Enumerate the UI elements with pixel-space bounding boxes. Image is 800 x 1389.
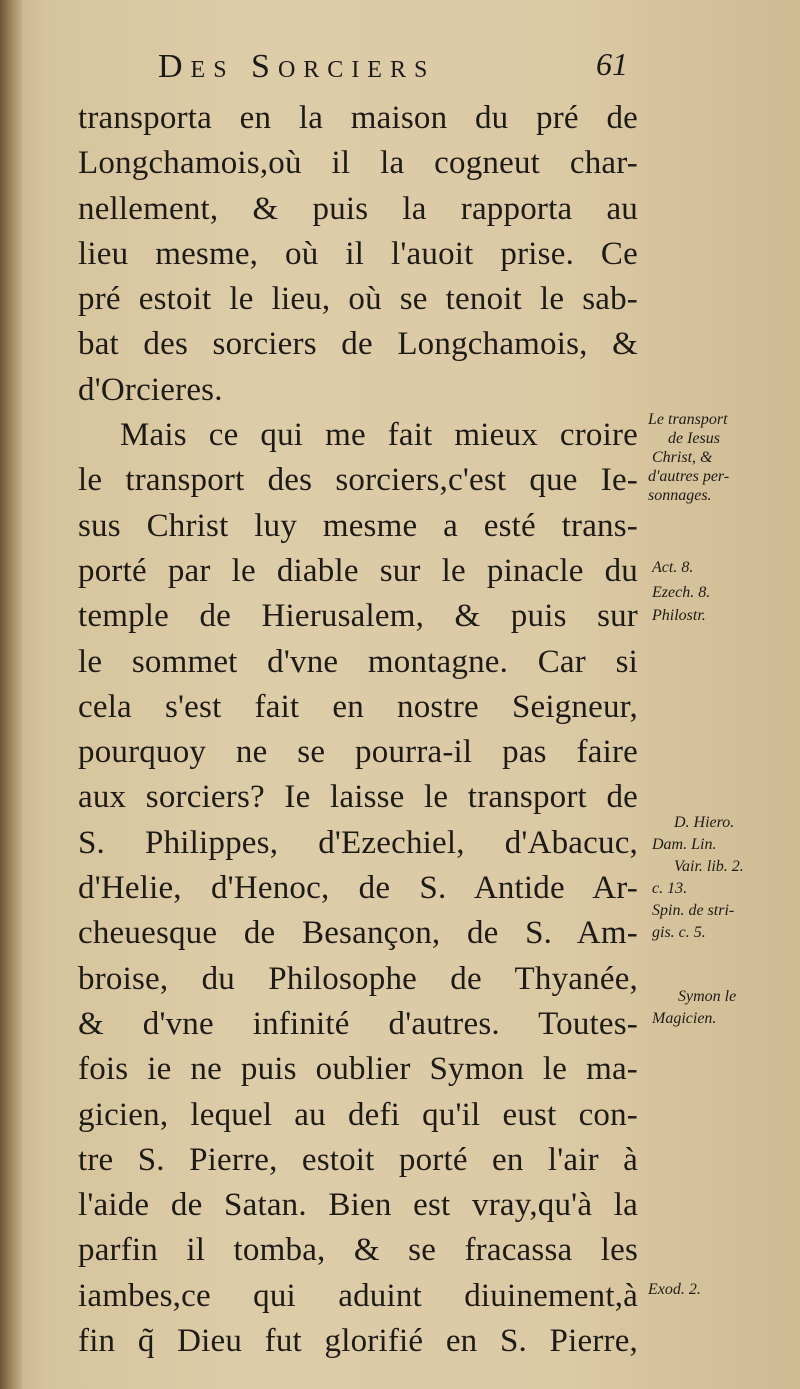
text-line: cheuesque de Besançon, de S. Am- [78, 915, 638, 952]
text-line: nellement, & puis la rapporta au [78, 190, 638, 227]
marginal-note-transport [648, 410, 729, 505]
text-line: & d'vne infinité d'autres. Toutes- [78, 1005, 638, 1042]
marginal-note-exodus [648, 1280, 701, 1299]
marginal-line: Symon le [678, 988, 737, 1005]
text-line: parfin il tomba, & se fracassa les [78, 1232, 638, 1269]
text-line: aux sorciers? Ie laisse le transport de [78, 779, 638, 816]
marginal-line: Le transport [648, 411, 728, 428]
text-line: cela s'est fait en nostre Seigneur, [78, 688, 638, 725]
binding-gutter [0, 0, 22, 1389]
text-line: pré estoit le lieu, où se tenoit le sab- [78, 281, 638, 318]
main-text-block [78, 96, 638, 1364]
text-line: Mais ce qui me fait mieux croire [120, 417, 638, 454]
text-line: sus Christ luy mesme a esté trans- [78, 507, 638, 544]
text-line: d'Orcieres. [78, 371, 223, 408]
text-line: pourquoy ne se pourra-il pas faire [78, 734, 638, 771]
text-line: d'Helie, d'Henoc, de S. Antide Ar- [78, 870, 638, 907]
marginal-note-simon [652, 986, 736, 1030]
marginal-line: gis. c. 5. [652, 924, 706, 941]
marginal-line: Philostr. [652, 607, 706, 624]
marginal-line: Ezech. 8. [652, 584, 711, 601]
marginal-line: D. Hiero. [674, 814, 735, 831]
text-line: porté par le diable sur le pinacle du [78, 552, 638, 589]
text-line: tre S. Pierre, estoit porté en l'air à [78, 1141, 638, 1178]
page-number: 61 [596, 46, 628, 82]
text-line: transporta en la maison du pré de [78, 100, 638, 136]
marginal-line: Exod. 2. [648, 1281, 701, 1298]
text-line: Longchamois,où il la cogneut char- [78, 145, 638, 182]
text-line: temple de Hierusalem, & puis sur [78, 598, 638, 635]
marginal-line: sonnages. [648, 487, 712, 504]
text-line: fin q̃ Dieu fut glorifié en S. Pierre, [78, 1323, 638, 1360]
text-line: bat des sorciers de Longchamois, & [78, 326, 638, 363]
marginal-line: Dam. Lin. [652, 836, 717, 853]
text-line: gicien, lequel au defi qu'il eust con- [78, 1096, 638, 1133]
marginal-note-references [652, 558, 710, 625]
marginal-line: Christ, & [652, 449, 713, 466]
text-line: fois ie ne puis oublier Symon le ma- [78, 1051, 638, 1088]
marginal-line: de Iesus [668, 430, 720, 447]
text-line: S. Philippes, d'Ezechiel, d'Abacuc, [78, 824, 638, 861]
marginal-line: d'autres per- [648, 468, 730, 485]
text-line: lieu mesme, où il l'auoit prise. Ce [78, 235, 638, 272]
text-line: broise, du Philosophe de Thyanée, [78, 960, 638, 997]
marginal-line: Act. 8. [652, 559, 694, 576]
marginal-line: c. 13. [652, 880, 688, 897]
text-line: le sommet d'vne montagne. Car si [78, 643, 638, 680]
marginal-line: Vair. lib. 2. [674, 858, 744, 875]
text-line: iambes,ce qui aduint diuinement,à [78, 1277, 638, 1314]
running-header: Des Sorciers [158, 48, 436, 85]
marginal-note-jerome [652, 812, 744, 944]
marginal-line: Spin. de stri- [652, 902, 735, 919]
marginal-line: Magicien. [652, 1010, 717, 1027]
text-line: l'aide de Satan. Bien est vray,qu'à la [78, 1187, 638, 1224]
text-line: le transport des sorciers,c'est que Ie- [78, 462, 638, 499]
